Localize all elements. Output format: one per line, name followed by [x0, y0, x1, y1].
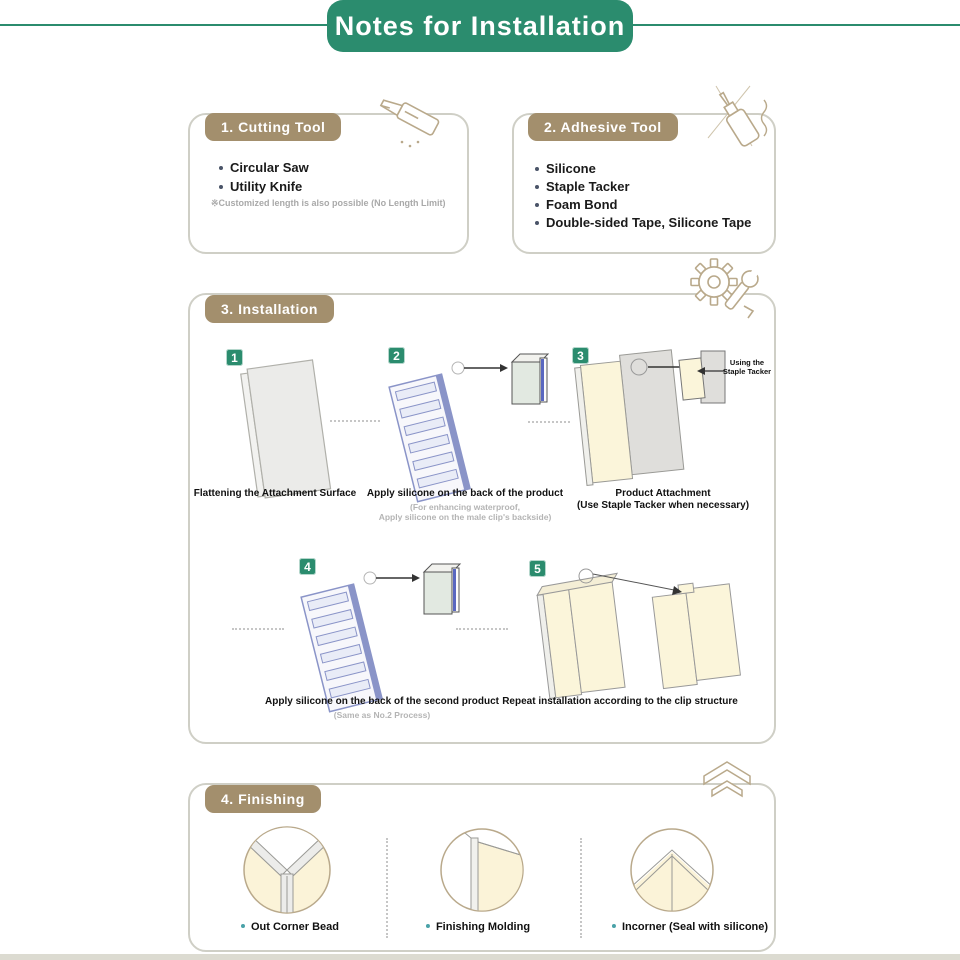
finishing-item-label: Incorner (Seal with silicone): [621, 921, 769, 933]
bottom-strip: [0, 954, 960, 960]
step1-panel-diagram: [228, 348, 348, 503]
step3-caption: Product Attachment: [615, 488, 711, 499]
incorner-diagram: [628, 826, 716, 914]
bullet-dot: [219, 166, 223, 170]
step1-caption: Flattening the Attachment Surface: [193, 488, 357, 499]
bullet-dot: [219, 185, 223, 189]
step-number: 5: [529, 560, 546, 577]
step-number: 4: [299, 558, 316, 575]
dotted-separator: [456, 628, 508, 630]
out-corner-bead-diagram: [241, 824, 333, 916]
cutting-tool-label: 1. Cutting Tool: [205, 113, 341, 141]
bullet-dot: [612, 924, 616, 928]
finishing-item-label: Out Corner Bead: [250, 921, 340, 933]
gear-wrench-icon: [690, 258, 756, 322]
dotted-separator: [528, 421, 570, 423]
annotation-line: Using the: [729, 358, 765, 367]
adhesive-item-label: Foam Bond: [546, 197, 618, 212]
step4-caption: Apply silicone on the back of the second product: [265, 696, 499, 707]
utility-knife-icon: [368, 90, 444, 156]
bullet-dot: [241, 924, 245, 928]
finishing-item: [426, 921, 530, 933]
bullet-dot: [535, 185, 539, 189]
finishing-label: 4. Finishing: [205, 785, 321, 813]
bullet-dot: [426, 924, 430, 928]
finishing-item: [241, 921, 339, 933]
step4-silicone-diagram: [300, 560, 465, 710]
adhesive-item-label: Staple Tacker: [546, 179, 630, 194]
step5-repeat-diagram: [528, 558, 763, 703]
dotted-separator: [580, 838, 582, 938]
step2-subcaption: (For enhancing waterproof,: [409, 502, 521, 512]
bullet-dot: [535, 167, 539, 171]
step-number: 3: [572, 347, 589, 364]
bullet-dot: [535, 221, 539, 225]
adhesive-tool-label: 2. Adhesive Tool: [528, 113, 678, 141]
staple-tacker-annotation: [722, 358, 772, 376]
adhesive-item: [535, 179, 630, 194]
cutting-item: [219, 179, 302, 194]
step2-caption: Apply silicone on the back of the product: [366, 488, 564, 499]
step-number: 2: [388, 347, 405, 364]
cutting-item-label: Circular Saw: [230, 160, 309, 175]
cutting-note: ※Customized length is also possible (No Length Limit): [211, 198, 446, 208]
step-number: 1: [226, 349, 243, 366]
finishing-molding-diagram: [438, 826, 526, 914]
adhesive-item: [535, 161, 596, 176]
finishing-item-label: Finishing Molding: [435, 921, 531, 933]
bullet-dot: [535, 203, 539, 207]
silicone-gun-icon: [696, 84, 774, 156]
dotted-separator: [386, 838, 388, 938]
adhesive-item: [535, 215, 751, 230]
cutting-item: [219, 160, 309, 175]
adhesive-item-label: Silicone: [546, 161, 596, 176]
step2-subcaption: Apply silicone on the male clip's backside): [378, 512, 552, 522]
installation-label: 3. Installation: [205, 295, 334, 323]
step5-caption: Repeat installation according to the clip structure: [502, 696, 738, 707]
corner-angle-icon: [700, 758, 754, 810]
dotted-separator: [232, 628, 284, 630]
step2-silicone-diagram: [388, 350, 553, 500]
dotted-separator: [330, 420, 380, 422]
step3-caption: (Use Staple Tacker when necessary): [576, 500, 750, 511]
adhesive-item-label: Double-sided Tape, Silicone Tape: [546, 215, 752, 230]
cutting-item-label: Utility Knife: [230, 179, 303, 194]
finishing-item: [612, 921, 768, 933]
step4-subcaption: (Same as No.2 Process): [333, 710, 431, 720]
adhesive-item: [535, 197, 618, 212]
annotation-line: Staple Tacker: [722, 367, 772, 376]
page-title: Notes for Installation: [327, 0, 633, 52]
